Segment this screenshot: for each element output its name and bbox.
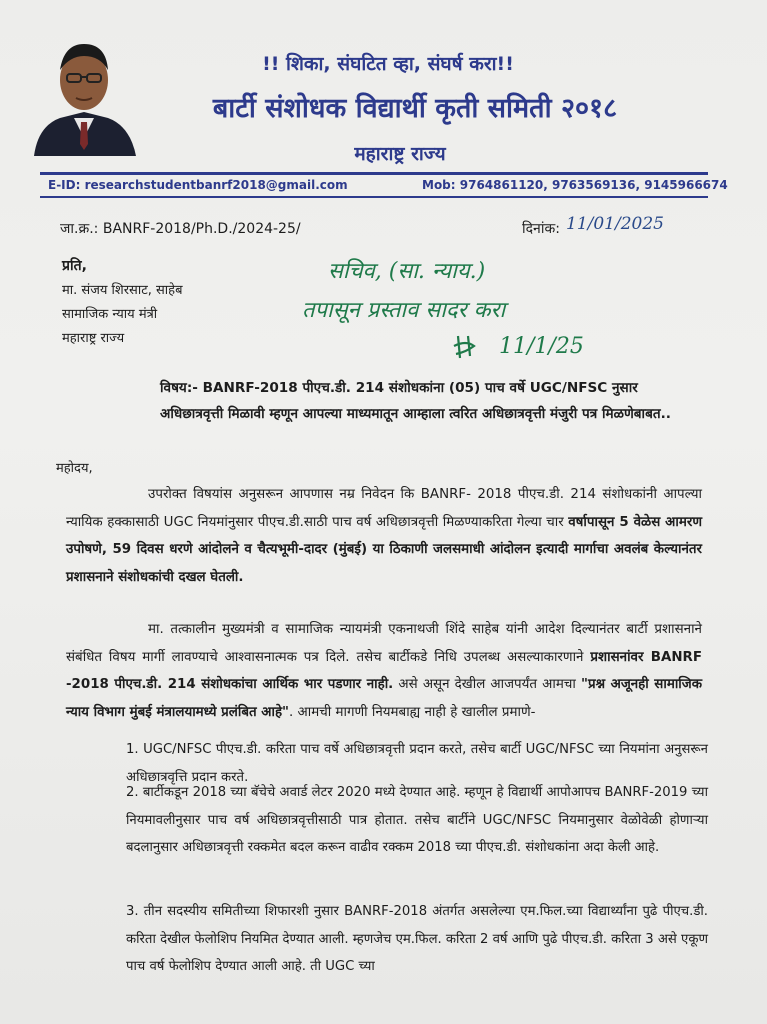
- list-item: 1. UGC/NFSC पीएच.डी. करिता पाच वर्षे अधिछात्रवृत्ती प्रदान करते, तसेच बार्टी UGC/NFSC च्या नियमांना अनुसरून अधिछात्रवृत्ति प्रदान करते.: [126, 742, 708, 785]
- paragraph-2: [66, 616, 702, 726]
- contact-email: E-ID: researchstudentbanrf2018@gmail.com: [48, 178, 348, 192]
- signature-mark: [452, 332, 492, 362]
- reference-number: जा.क्र.: BANRF-2018/Ph.D./2024-25/: [60, 221, 301, 237]
- salutation: महोदय,: [56, 461, 93, 476]
- contact-phones: Mob: 9764861120, 9763569136, 9145966674: [422, 178, 728, 192]
- organization-title: बार्टी संशोधक विद्यार्थी कृती समिती २०१८: [212, 93, 618, 124]
- paragraph-1: [66, 481, 702, 591]
- paragraph-2-text-b: असे असून देखील आजपर्यंत आमचा: [393, 677, 581, 692]
- paragraph-2-text: मा. तत्कालीन मुख्यमंत्री व सामाजिक न्यायमंत्री एकनाथजी शिंदे साहेब यांनी आदेश दिल्यानंतर बार्टी प्रशासनाने संबंधित विषय मार्गी लावण्याचे आश्वासनात्मक पत्र दिले. तसेच बार्टीकडे निधि उपलब्ध असल्याकारणाने: [66, 622, 702, 665]
- recipient-state: महाराष्ट्र राज्य: [62, 331, 125, 346]
- state-name: महाराष्ट्र राज्य: [354, 143, 446, 165]
- paragraph-1-bold: वर्षापासून 5 वेळेस आमरण उपोषणे, 59 दिवस धरणे आंदोलने व चैत्यभूमी-दादर (मुंबई) या ठिकाणी जलसमाधी आंदोलन इत्यादी मार्गाचा अवलंब केल्यानंतर प्रशासनाने संशोधकांची दखल घेतली.: [66, 514, 703, 585]
- handwritten-signature: [452, 332, 584, 362]
- header-rule-top: [40, 172, 708, 175]
- paragraph-2-text-c: . आमची मागणी नियमबाह्य नाही हे खालील प्रमाणे-: [289, 704, 536, 720]
- recipient-prefix: प्रति,: [62, 258, 87, 274]
- date-label: दिनांक:: [522, 221, 560, 237]
- date-value: 11/01/2025: [566, 214, 664, 234]
- paragraph-2-quote: "प्रश्न अजूनही सामाजिक न्याय विभाग मुंबई मंत्रालयामध्ये प्रलंबित आहे": [66, 677, 702, 720]
- portrait-image: [30, 26, 138, 156]
- signature-date: 11/1/25: [499, 334, 584, 359]
- header-rule-bottom: [40, 196, 708, 198]
- paragraph-2-bold: प्रशासनांवर BANRF -2018 पीएच.डी. 214 संशोधकांचा आर्थिक भार पडणार नाही.: [66, 649, 702, 692]
- paragraph-1-text: उपरोक्त विषयांस अनुसरून आपणास नम्र निवेदन कि BANRF- 2018 पीएच.डी. 214 संशोधकांनी आपल्या न्यायिक हक्कासाठी UGC नियमांनुसार पीएच.डी.साठी पाच वर्ष अधिछात्रवृत्ती मिळण्याकरिता गेल्या चार: [66, 487, 702, 530]
- subject-text: BANRF-2018 पीएच.डी. 214 संशोधकांना (05) पाच वर्षे UGC/NFSC नुसार अधिछात्रवृत्ती मिळावी म्हणून आपल्या माध्यमातून आम्हाला त्वरित अधिछात्रवृत्ती मंजुरी पत्र मिळणेबाबत..: [160, 380, 671, 422]
- subject-label: विषय:-: [160, 380, 198, 396]
- handwritten-note-line1: सचिव, (सा. न्याय.): [328, 259, 486, 284]
- list-item: 3. तीन सदस्यीय समितीच्या शिफारशी नुसार BANRF-2018 अंतर्गत असलेल्या एम.फिल.च्या विद्यार्थ्यांना पुढे पीएच.डी. करिता देखील फेलोशिप नियमित देण्यात आली. म्हणजेच एम.फिल. करिता 2 वर्ष आणि पुढे पीएच.डी. करिता 3 असे एकूण पाच वर्ष फेलोशिप देण्यात आली आहे. ती UGC च्या: [126, 904, 708, 974]
- subject-block: [160, 375, 700, 427]
- recipient-name: मा. संजय शिरसाट, साहेब: [62, 283, 183, 298]
- list-item: 2. बार्टीकडून 2018 च्या बॅचेचे अवार्ड लेटर 2020 मध्ये देण्यात आहे. म्हणून हे विद्यार्थी आपोआपच BANRF-2019 च्या नियमावलीनुसार पाच वर्ष अधिछात्रवृत्तीसाठी पात्र होतात. तसेच बार्टीने UGC/NFSC नियमानुसार वेळोवेळी होणाऱ्या बदलानुसार अधिछात्रवृत्ती रक्कमेत बदल करून वाढीव रक्कम 2018 च्या पीएच.डी. संशोधकांना अदा केली आहे.: [126, 785, 708, 855]
- recipient-designation: सामाजिक न्याय मंत्री: [62, 307, 158, 322]
- slogan: !! शिका, संघटित व्हा, संघर्ष करा!!: [262, 53, 514, 75]
- handwritten-note-line2: तपासून प्रस्ताव सादर करा: [302, 298, 506, 323]
